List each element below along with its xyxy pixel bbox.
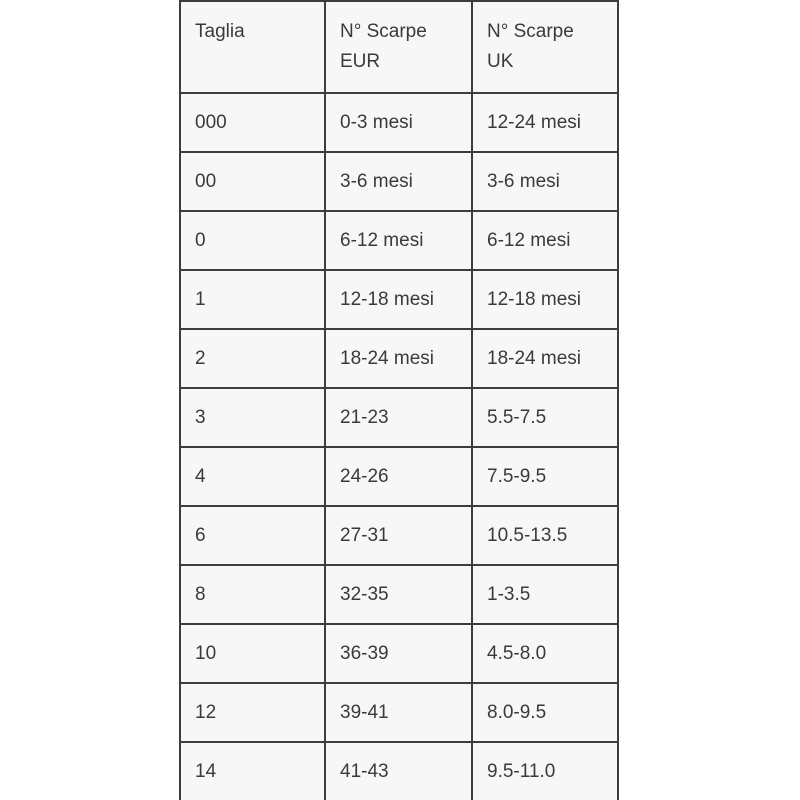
- eur-cell: 21-23: [325, 388, 472, 447]
- eur-cell: 18-24 mesi: [325, 329, 472, 388]
- size-chart-table: [179, 0, 619, 800]
- table-row: [180, 152, 618, 211]
- eur-cell: 24-26: [325, 447, 472, 506]
- taglia-cell: 14: [180, 742, 325, 800]
- uk-cell: 4.5-8.0: [472, 624, 618, 683]
- table-row: [180, 270, 618, 329]
- eur-cell: 27-31: [325, 506, 472, 565]
- table-row: [180, 565, 618, 624]
- table-row: [180, 624, 618, 683]
- taglia-cell: 6: [180, 506, 325, 565]
- eur-cell: 41-43: [325, 742, 472, 800]
- taglia-cell: 3: [180, 388, 325, 447]
- taglia-cell: 10: [180, 624, 325, 683]
- eur-cell: 3-6 mesi: [325, 152, 472, 211]
- table-row: [180, 683, 618, 742]
- eur-cell: 12-18 mesi: [325, 270, 472, 329]
- table-row: [180, 447, 618, 506]
- taglia-cell: 8: [180, 565, 325, 624]
- uk-cell: 18-24 mesi: [472, 329, 618, 388]
- taglia-cell: 000: [180, 93, 325, 152]
- table-row: [180, 742, 618, 800]
- taglia-cell: 1: [180, 270, 325, 329]
- taglia-cell: 4: [180, 447, 325, 506]
- uk-cell: 12-24 mesi: [472, 93, 618, 152]
- uk-cell: 6-12 mesi: [472, 211, 618, 270]
- table-row: [180, 93, 618, 152]
- uk-cell: 7.5-9.5: [472, 447, 618, 506]
- uk-cell: 10.5-13.5: [472, 506, 618, 565]
- taglia-cell: 0: [180, 211, 325, 270]
- table-row: [180, 211, 618, 270]
- header-row: [180, 1, 618, 93]
- uk-cell: 5.5-7.5: [472, 388, 618, 447]
- size-chart-container: [179, 0, 619, 800]
- table-row: [180, 388, 618, 447]
- eur-cell: 6-12 mesi: [325, 211, 472, 270]
- header-scarpe-eur: N° Scarpe EUR: [325, 1, 472, 93]
- uk-cell: 12-18 mesi: [472, 270, 618, 329]
- eur-cell: 0-3 mesi: [325, 93, 472, 152]
- uk-cell: 8.0-9.5: [472, 683, 618, 742]
- eur-cell: 32-35: [325, 565, 472, 624]
- header-scarpe-uk: N° Scarpe UK: [472, 1, 618, 93]
- taglia-cell: 2: [180, 329, 325, 388]
- eur-cell: 39-41: [325, 683, 472, 742]
- header-taglia: Taglia: [180, 1, 325, 93]
- eur-cell: 36-39: [325, 624, 472, 683]
- uk-cell: 1-3.5: [472, 565, 618, 624]
- uk-cell: 9.5-11.0: [472, 742, 618, 800]
- taglia-cell: 00: [180, 152, 325, 211]
- table-row: [180, 329, 618, 388]
- table-row: [180, 506, 618, 565]
- uk-cell: 3-6 mesi: [472, 152, 618, 211]
- taglia-cell: 12: [180, 683, 325, 742]
